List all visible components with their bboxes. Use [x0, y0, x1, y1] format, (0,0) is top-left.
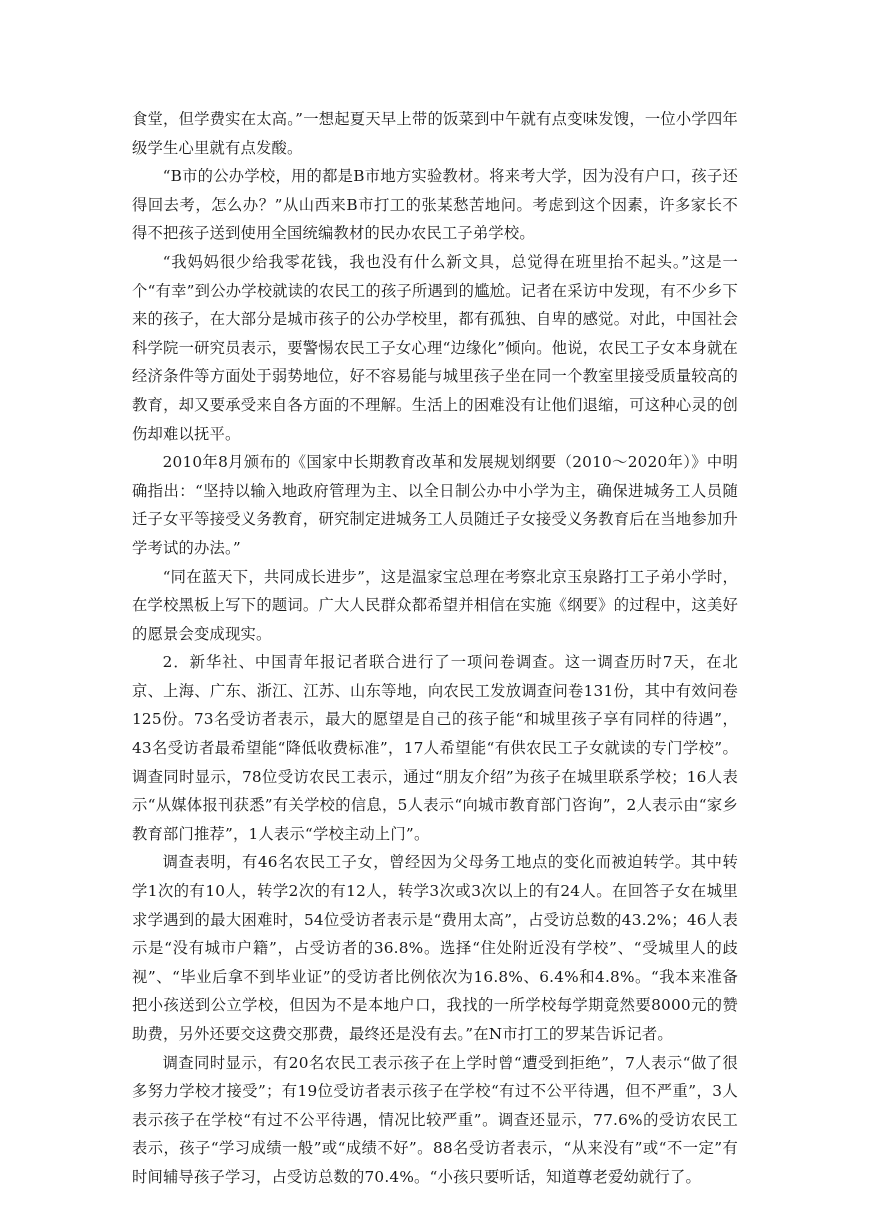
document-page — [132, 105, 738, 1192]
paragraph-7: 调查表明，有46名农民工子女，曾经因为父母务工地点的变化而被迫转学。其中转学1次的有10人，转学2次的有12人，转学3次或3次以上的有24人。在回答子女在城里求学遇到的最大困难时，54位受访者表示是“费用太高”，占受访总数的43.2%；46人表示是“没有城市户籍”，占受访者的36.8%。选择“住处附近没有学校”、“受城里人的歧视”、“毕业后拿不到毕业证”的受访者比例依次为16.8%、6.4%和4.8%。“我本来准备把小孩送到公立学校，但因为不是本地户口，我找的一所学校每学期竟然要8000元的赞助费，另外还要交这费交那费，最终还是没有去。”在N市打工的罗某告诉记者。 — [132, 853, 738, 1043]
paragraph-1: 食堂，但学费实在太高。”一想起夏天早上带的饭菜到中午就有点变味发馊，一位小学四年级学生心里就有点发酸。 — [132, 110, 738, 157]
paragraph-4: 2010年8月颁布的《国家中长期教育改革和发展规划纲要（2010～2020年）》中明确指出：“坚持以输入地政府管理为主、以全日制公办中小学为主，确保进城务工人员随迁子女平等接受义务教育，研究制定进城务工人员随迁子女接受义务教育后在当地参加升学考试的办法。” — [132, 453, 738, 557]
paragraph-8: 调查同时显示，有20名农民工表示孩子在上学时曾“遭受到拒绝”，7人表示“做了很多努力学校才接受”；有19位受访者表示孩子在学校“有过不公平待遇，但不严重”，3人表示孩子在学校“有过不公平待遇，情况比较严重”。调查还显示，77.6%的受访农民工表示，孩子“学习成绩一般”或“成绩不好”。88名受访者表示，“从来没有”或“不一定”有时间辅导孩子学习，占受访总数的70.4%。“小孩只要听话，知道尊老爱幼就行了。 — [132, 1053, 738, 1186]
paragraph-5: “同在蓝天下，共同成长进步”，这是温家宝总理在考察北京玉泉路打工子弟小学时，在学校黑板上写下的题词。广大人民群众都希望并相信在实施《纲要》的过程中，这美好的愿景会变成现实。 — [132, 567, 738, 643]
paragraph-3: “我妈妈很少给我零花钱，我也没有什么新文具，总觉得在班里抬不起头。”这是一个“有幸”到公办学校就读的农民工的孩子所遇到的尴尬。记者在采访中发现，有不少乡下来的孩子，在大部分是城市孩子的公办学校里，都有孤独、自卑的感觉。对此，中国社会科学院一研究员表示，要警惕农民工子女心理“边缘化”倾向。他说，农民工子女本身就在经济条件等方面处于弱势地位，好不容易能与城里孩子坐在同一个教室里接受质量较高的教育，却又要承受来自各方面的不理解。生活上的困难没有让他们退缩，可这种心灵的创伤却难以抚平。 — [132, 252, 738, 443]
paragraph-6: 2．新华社、中国青年报记者联合进行了一项问卷调查。这一调查历时7天，在北京、上海、广东、浙江、江苏、山东等地，向农民工发放调查问卷131份，其中有效问卷125份。73名受访者表示，最大的愿望是自己的孩子能“和城里孩子享有同样的待遇”，43名受访者最希望能“降低收费标准”，17人希望能“有供农民工子女就读的专门学校”。调查同时显示，78位受访农民工表示，通过“朋友介绍”为孩子在城里联系学校；16人表示“从媒体报刊获悉”有关学校的信息，5人表示“向城市教育部门咨询”，2人表示由“家乡教育部门推荐”，1人表示“学校主动上门”。 — [132, 653, 738, 843]
paragraph-2: “B市的公办学校，用的都是B市地方实验教材。将来考大学，因为没有户口，孩子还得回去考，怎么办？”从山西来B市打工的张某愁苦地问。考虑到这个因素，许多家长不得不把孩子送到使用全国统编教材的民办农民工子弟学校。 — [132, 167, 738, 243]
